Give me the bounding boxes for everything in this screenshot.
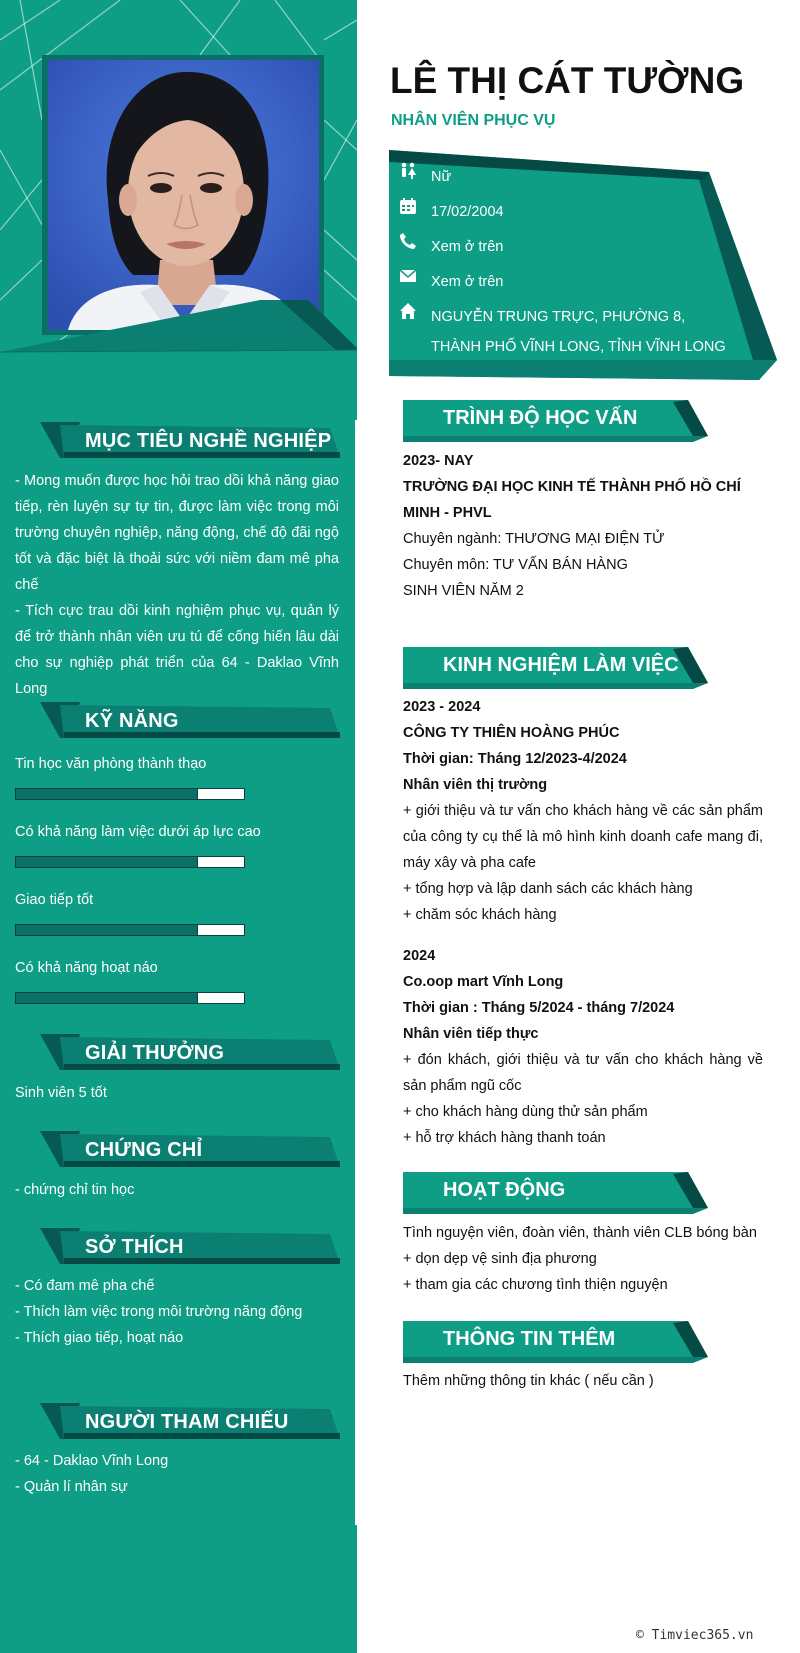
skill-item: [15, 822, 345, 868]
mail-icon: [399, 267, 417, 285]
education-specialty: Chuyên môn: TƯ VẤN BÁN HÀNG: [403, 557, 628, 573]
education-title: TRÌNH ĐỘ HỌC VẤN: [443, 407, 638, 429]
skill-item: [15, 890, 345, 936]
certificates-text: - chứng chỉ tin học: [15, 1182, 135, 1198]
education-content: [403, 448, 763, 604]
reference-item: - 64 - Daklao Vĩnh Long: [15, 1453, 169, 1469]
section-heading-activities: [403, 1172, 713, 1214]
reference-item: - Quản lí nhân sự: [15, 1479, 128, 1495]
job-position: Nhân viên tiếp thực: [403, 1026, 539, 1042]
references-title: NGƯỜI THAM CHIẾU: [85, 1411, 289, 1433]
skill-item: [15, 754, 345, 800]
job-company: Co.oop mart Vĩnh Long: [403, 974, 564, 990]
photo-ribbon-shape: [0, 300, 357, 380]
job-title: NHÂN VIÊN PHỤC VỤ: [391, 112, 556, 129]
email-text: Xem ở trên: [431, 274, 504, 290]
skill-level-bar: [15, 992, 245, 1004]
profile-photo: [48, 60, 319, 330]
activities-list: [403, 1220, 763, 1298]
job-time: Thời gian: Tháng 12/2023-4/2024: [403, 751, 627, 767]
section-heading-hobbies: [40, 1228, 340, 1268]
activity-item: + dọn dẹp vệ sinh địa phương: [403, 1251, 597, 1267]
skill-level-fill: [16, 857, 198, 867]
extra-text: Thêm những thông tin khác ( nếu cần ): [403, 1373, 654, 1389]
birthday-text: 17/02/2004: [431, 204, 504, 220]
job-duty: + chăm sóc khách hàng: [403, 907, 557, 923]
skill-name: Giao tiếp tốt: [15, 892, 94, 908]
phone-text: Xem ở trên: [431, 239, 504, 255]
education-school: TRƯỜNG ĐẠI HỌC KINH TẾ THÀNH PHỐ HỒ CHÍ MINH - PHVL: [403, 479, 741, 521]
certificates-title: CHỨNG CHỈ: [85, 1139, 203, 1161]
job-period: 2023 - 2024: [403, 699, 481, 715]
skills-title: KỸ NĂNG: [85, 710, 179, 732]
job-duty: + cho khách hàng dùng thử sản phẩm: [403, 1104, 648, 1120]
section-heading-experience: [403, 647, 713, 689]
skill-level-bar: [15, 788, 245, 800]
skill-level-bar: [15, 856, 245, 868]
skill-name: Tin học văn phòng thành thạo: [15, 756, 207, 772]
job-time: Thời gian : Tháng 5/2024 - tháng 7/2024: [403, 1000, 675, 1016]
contact-info-box: [389, 150, 779, 382]
hobbies-list: [15, 1273, 339, 1351]
job-duty: + giới thiệu và tư vấn cho khách hàng về các sản phẩm của công ty cụ thể là mô hình kinh doanh cafe mang đi, máy xây và pha cafe: [403, 803, 763, 871]
objective-line-1: - Mong muốn được học hỏi trao dồi khả năng giao tiếp, rèn luyện sự tự tin, được làm việc trong môi trường chuyên nghiệp, năng động, chế độ đãi ngộ tốt và đặc biệt là thoải sức với niềm đam mê pha chế: [15, 473, 339, 593]
experience-title: KINH NGHIỆM LÀM VIỆC: [443, 654, 679, 676]
job-duty: + tổng hợp và lập danh sách các khách hàng: [403, 881, 693, 897]
skill-level-fill: [16, 789, 198, 799]
job-duty: + hỗ trợ khách hàng thanh toán: [403, 1130, 606, 1146]
hobby-item: - Có đam mê pha chế: [15, 1278, 155, 1294]
job-duty: + đón khách, giới thiệu và tư vấn cho khách hàng về sản phẩm ngũ cốc: [403, 1052, 763, 1094]
extra-title: THÔNG TIN THÊM: [443, 1328, 616, 1350]
activities-title: HOẠT ĐỘNG: [443, 1179, 566, 1201]
phone-icon: [399, 232, 417, 250]
education-major: Chuyên ngành: THƯƠNG MẠI ĐIỆN TỬ: [403, 531, 665, 547]
education-period: 2023- NAY: [403, 453, 474, 469]
hobby-item: - Thích giao tiếp, hoạt náo: [15, 1330, 184, 1346]
objective-title: MỤC TIÊU NGHỀ NGHIỆP: [85, 430, 332, 452]
column-divider: [355, 420, 359, 1525]
education-year: SINH VIÊN NĂM 2: [403, 583, 524, 599]
skill-name: Có khả năng hoạt náo: [15, 960, 158, 976]
objective-line-2: - Tích cực trau dồi kinh nghiệm phục vụ, quản lý để trở thành nhân viên ưu tú để cống hiến lâu dài cho sự nghiệp phát triển của 64 - Daklao Vĩnh Long: [15, 603, 339, 697]
footer-watermark: © Timviec365.vn: [636, 1628, 754, 1643]
calendar-icon: [399, 197, 417, 215]
hobbies-title: SỞ THÍCH: [85, 1236, 184, 1258]
experience-job-1: [403, 694, 763, 928]
gender-icon: [399, 162, 417, 180]
activity-item: + tham gia các chương tình thiện nguyện: [403, 1277, 668, 1293]
skill-level-fill: [16, 993, 198, 1003]
candidate-name: LÊ THỊ CÁT TƯỜNG: [390, 60, 745, 101]
section-heading-education: [403, 400, 713, 442]
job-period: 2024: [403, 948, 436, 964]
job-position: Nhân viên thị trường: [403, 777, 548, 793]
activity-item: Tình nguyện viên, đoàn viên, thành viên CLB bóng bàn: [403, 1225, 757, 1241]
references-list: [15, 1448, 339, 1500]
section-heading-skills: [40, 702, 340, 742]
awards-title: GIẢI THƯỞNG: [85, 1042, 225, 1064]
hobby-item: - Thích làm việc trong môi trường năng động: [15, 1304, 303, 1320]
gender-text: Nữ: [431, 169, 452, 185]
skill-level-bar: [15, 924, 245, 936]
section-heading-certificates: [40, 1131, 340, 1171]
section-heading-extra: [403, 1321, 713, 1363]
awards-text: Sinh viên 5 tốt: [15, 1085, 107, 1101]
section-heading-objective: [40, 422, 340, 462]
objective-text: [15, 468, 339, 702]
job-company: CÔNG TY THIÊN HOÀNG PHÚC: [403, 725, 620, 741]
section-heading-awards: [40, 1034, 340, 1074]
experience-job-2: [403, 943, 763, 1151]
skill-item: [15, 958, 345, 1004]
section-heading-references: [40, 1403, 340, 1443]
home-icon: [399, 302, 417, 320]
address-text: NGUYỄN TRUNG TRỰC, PHƯỜNG 8, THÀNH PHỐ VĨNH LONG, TỈNH VĨNH LONG: [431, 309, 726, 355]
skill-name: Có khả năng làm việc dưới áp lực cao: [15, 824, 261, 840]
skill-level-fill: [16, 925, 198, 935]
